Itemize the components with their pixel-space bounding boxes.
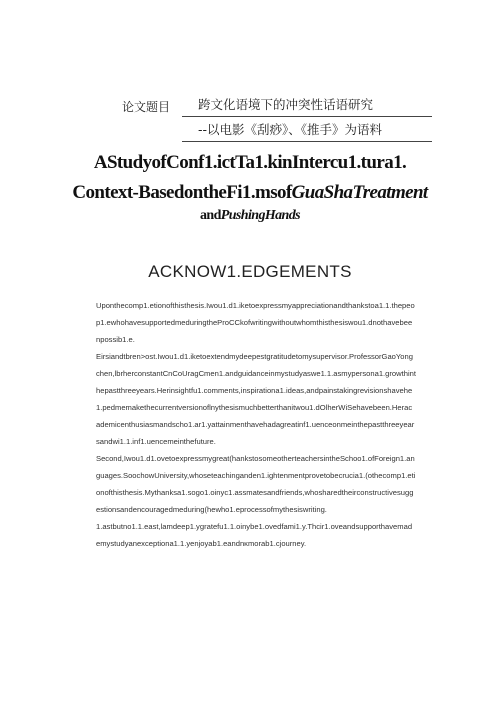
english-title-line-2-prefix: Context-BasedontheFi1.msof [72, 182, 292, 203]
chinese-title-line-2 [182, 121, 432, 142]
chinese-title-text-2: --以电影《刮痧》、《推手》为语料 [198, 122, 383, 137]
english-title-line-2-film: GuaShaTreatment [291, 182, 428, 203]
paragraph-1: Uponthecomp1.etionofthisthesis.Iwou1.d1.iketoexpressmyappreciationandthankstoa1.1.thepeop1.ewhohavesupportedmeduringtheProCCkofwritingwithoutwhomthisthesiswou1.dnothavebeenpossib1.e. [96, 301, 415, 344]
thesis-title-label: 论文题目 [122, 100, 171, 114]
english-title-line-2 [0, 182, 500, 204]
acknowledgements-heading: ACKNOW1.EDGEMENTS [148, 262, 352, 281]
english-title-line-3-prefix: and [200, 208, 221, 223]
paragraph-4: 1.astbutno1.1.east,lamdeep1.ygratefu1.1.oinybe1.ovedfami1.y.Thcir1.oveandsupporthavemademystudyanexceptiona1.1.yenjoyab1.eandnκmorab1.cjourney. [96, 522, 413, 548]
english-title-line-3-film: PushingHands [220, 208, 300, 223]
english-title-line-3 [0, 208, 500, 224]
acknowledgements-body [96, 297, 416, 552]
paragraph-3: Second,Iwou1.d1.ovetoexpressmygreat(hankstosomeotherteachersintheSchoo1.ofForeign1.anguages.SoochowUniversity,whoseteachinganden1.ightenmentprovetobecrucia1.(othecomp1.etionofthisthesis.Mythanksa1.sogo1.oinyc1.assmatesandfriends,whosharedtheirconstructivesuggestionsandencouragedmeduring(hewho1.eprocessofmythesiswriting. [96, 454, 416, 514]
chinese-title-text-1: 跨文化语境下的冲突性话语研究 [198, 97, 374, 112]
paragraph-2: Eirsiandtbren>ost.Iwou1.d1.iketoextendmydeepestgratitudetomysupervisor.ProfessorGaoYongchen,lbrhercon​stantCnCoUragCmen1.andguidanceinmystudyaswe1.1.asmypersona1.growthinthepastthreeyears.Herinsightfu1.comments,inspirationa1.ideas,andpainstakingrevisionshavehe1.pedmemakethecurrentversionoflnythesismuchbetterthanitwou1.dOlherWiSehavebeen.Heracademicenthusiasmandscho1.ar1.yattainmenthavehadagreatinf1.uenceonmeinthepastthreeyearsandwi1.1.inf1.uencemeinthefuture. [96, 352, 416, 446]
chinese-title-line-1 [182, 96, 432, 117]
english-title-line-1: AStudyofConf1.ictTa1.kinIntercu1.tura1. [93, 152, 407, 173]
